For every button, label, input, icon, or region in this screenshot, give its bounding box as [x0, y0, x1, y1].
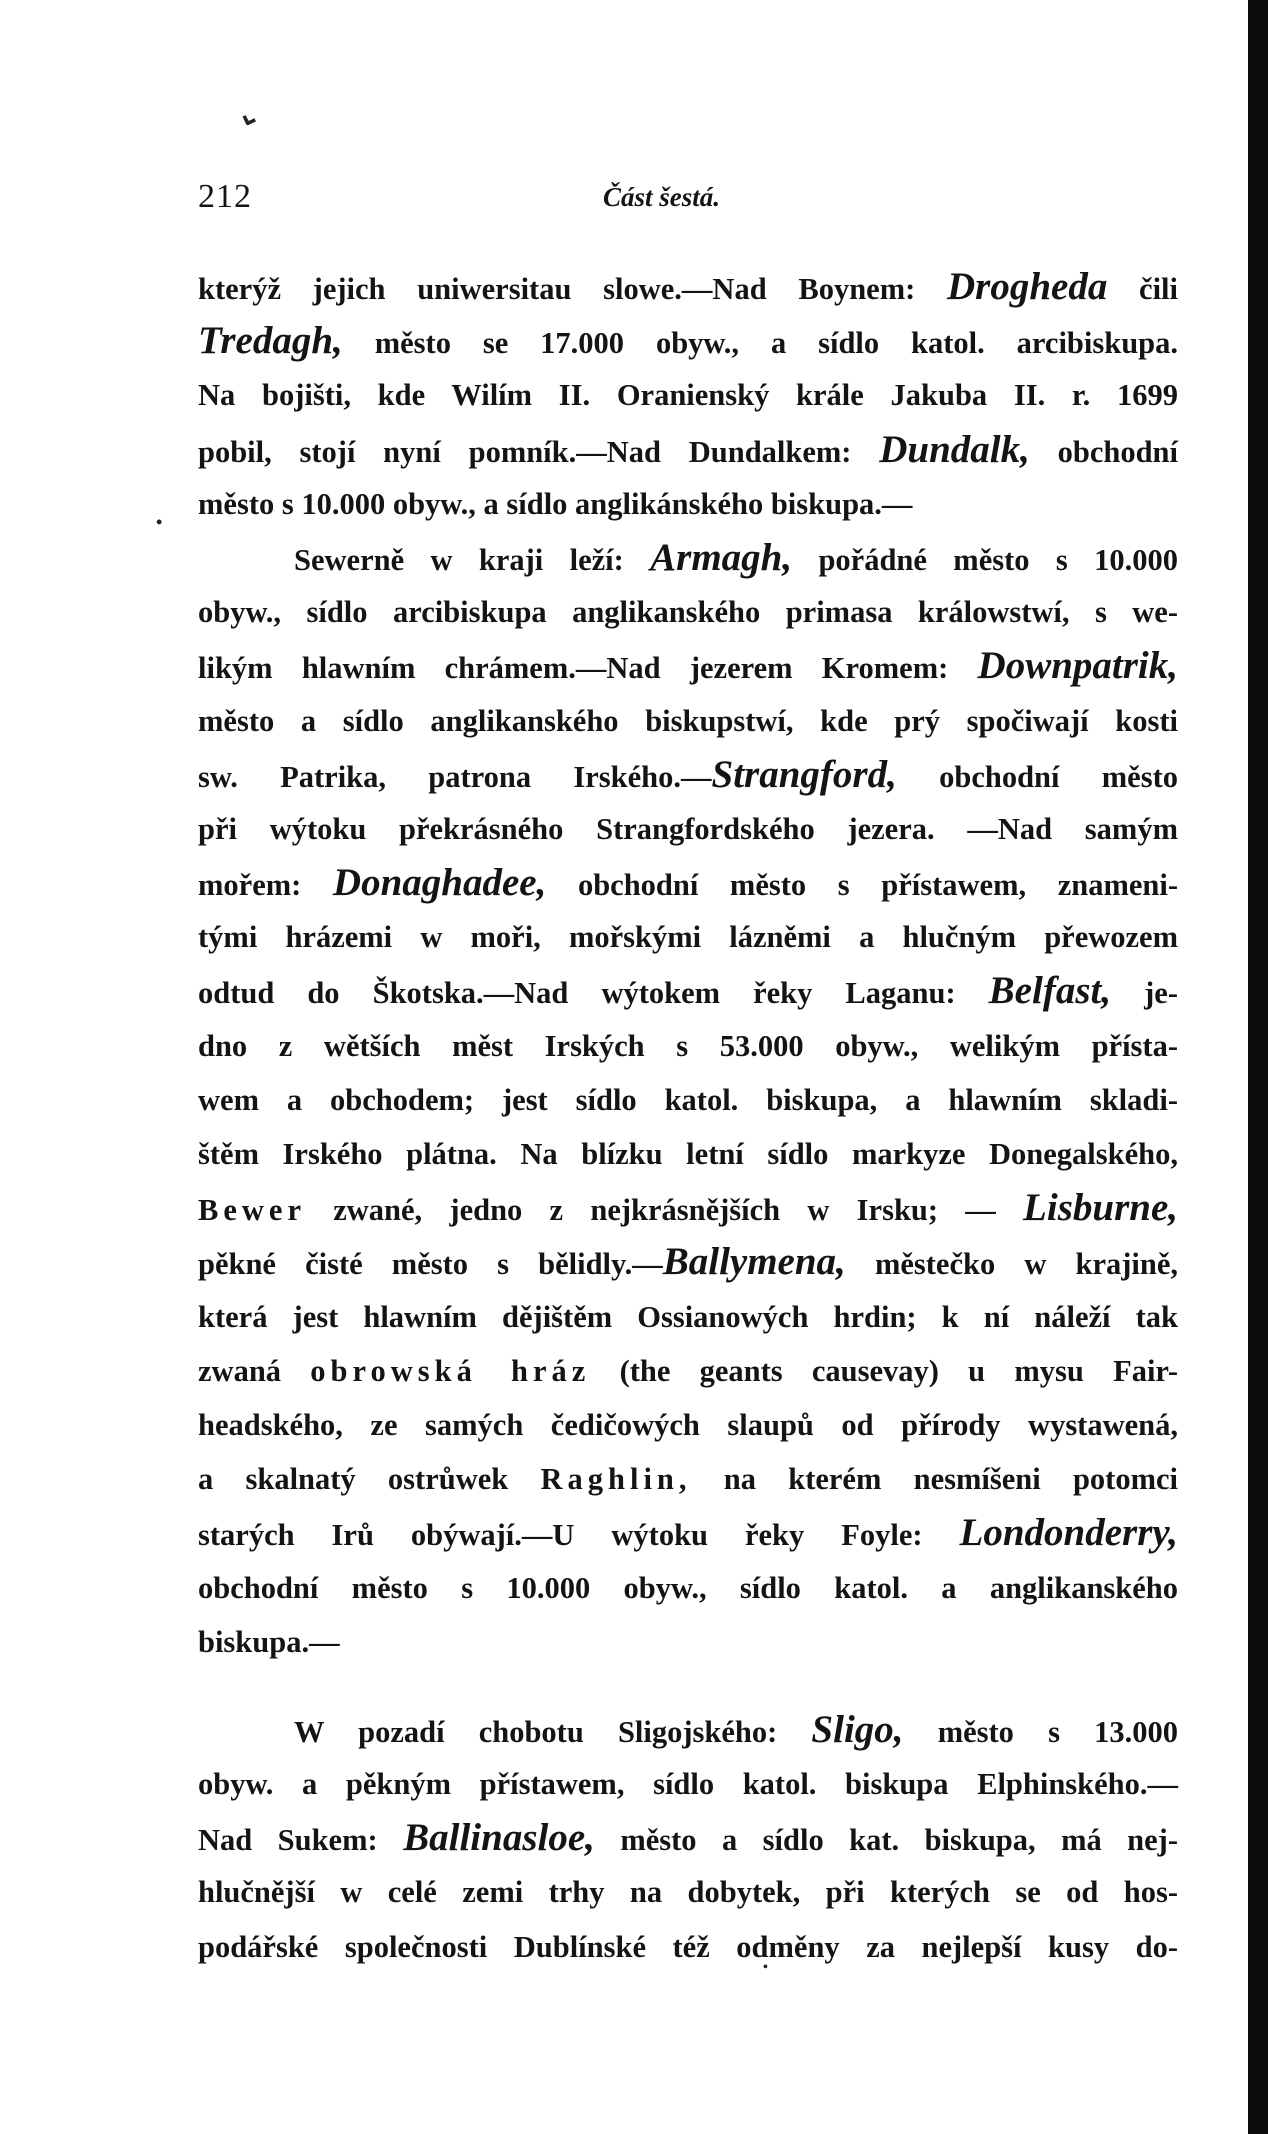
text-line	[198, 477, 1178, 531]
text-run: (the geants causevay) u mysu Fair-	[590, 1353, 1178, 1388]
text-run: obyw., sídlo arcibiskupa anglikanského primasa králowstwí, s we-	[198, 595, 1178, 630]
text-run: město s 13.000	[903, 1714, 1178, 1749]
text-run: při wýtoku překrásného Strangfordského jezera. —Nad samým	[198, 811, 1178, 846]
text-run: hlučnější w celé zemi trhy na dobytek, při kterých se od hos-	[198, 1875, 1178, 1910]
text-run: Sewerně w kraji leží:	[294, 542, 651, 577]
text-run: mořem:	[198, 868, 333, 903]
text-run: městečko w krajině,	[845, 1247, 1178, 1282]
text-line	[198, 1235, 1178, 1289]
text-line	[198, 910, 1178, 964]
text-line	[198, 1506, 1178, 1560]
text-line	[198, 423, 1178, 477]
text-run: zwané, jedno z nejkrásnějších w Irsku; —	[305, 1193, 1024, 1228]
place-name: Ballinasloe,	[403, 1816, 595, 1860]
text-run: město a sídlo kat. biskupa, má nej-	[594, 1823, 1178, 1858]
text-run: dno z wětších měst Irských s 53.000 obyw., welikým přísta-	[198, 1028, 1178, 1063]
text-line	[198, 748, 1178, 802]
text-line	[198, 1181, 1178, 1235]
text-run: obchodní město s 10.000 obyw., sídlo katol. a anglikanského	[198, 1570, 1178, 1605]
text-line	[198, 260, 1178, 314]
text-run: zwaná	[198, 1353, 311, 1388]
text-run: obchodní město s přístawem, znameni-	[546, 868, 1179, 903]
text-run: Nad Sukem:	[198, 1823, 404, 1858]
place-name: Strangford,	[711, 752, 897, 796]
text-line	[198, 1865, 1178, 1919]
text-line	[198, 1398, 1178, 1452]
page-number: 212	[198, 178, 252, 215]
scan-edge	[1248, 0, 1268, 2134]
text-line	[198, 1344, 1178, 1398]
text-run: na kterém nesmíšeni potomci	[691, 1462, 1178, 1497]
text-line	[198, 639, 1178, 693]
text-run: starých Irů obýwají.—U wýtoku řeky Foyle:	[198, 1518, 960, 1553]
text-line	[198, 856, 1178, 910]
text-line	[198, 1073, 1178, 1127]
text-run: štěm Irského plátna. Na blízku letní sídlo markyze Donegalského,	[198, 1137, 1178, 1171]
text-line	[198, 531, 1178, 585]
text-run: a skalnatý ostrůwek	[198, 1462, 541, 1497]
bottom-speck: •	[763, 1960, 768, 1975]
text-line	[198, 1703, 1178, 1757]
text-line	[198, 1127, 1178, 1181]
text-run: podářské společnosti Dublínské též odměny za nejlepší kusy do-	[198, 1929, 1178, 1964]
running-head	[198, 178, 1178, 232]
text-run: W pozadí chobotu Sligojského:	[294, 1714, 812, 1749]
spaced-term: obrowská hráz	[310, 1353, 591, 1388]
spaced-term: Raghlin,	[540, 1462, 692, 1497]
text-run: odtud do Škotska.—Nad wýtokem řeky Laganu:	[198, 976, 989, 1011]
text-line	[198, 585, 1178, 639]
text-line	[198, 1757, 1178, 1811]
place-name: Londonderry,	[959, 1511, 1178, 1555]
text-run: pobil, stojí nyní pomník.—Nad Dundalkem:	[198, 434, 880, 469]
text-run: čili	[1107, 272, 1178, 306]
text-line	[198, 802, 1178, 856]
margin-dot: •	[156, 512, 163, 532]
place-name: Dundalk,	[879, 427, 1030, 471]
text-run: sw. Patrika, patrona Irského.—	[198, 759, 712, 794]
stray-mark: ⌄	[233, 95, 269, 136]
text-run: obchodní	[1029, 434, 1178, 469]
body-text	[198, 260, 1178, 1974]
text-line	[198, 1290, 1178, 1344]
place-name: Drogheda	[946, 265, 1108, 308]
text-line	[198, 314, 1178, 368]
text-run: pořádné město s 10.000	[792, 542, 1178, 577]
text-run: město se 17.000 obyw., a sídlo katol. arcibiskupa.	[342, 326, 1178, 361]
text-run: obyw. a pěkným přístawem, sídlo katol. biskupa Elphinského.—	[198, 1767, 1178, 1802]
text-run: která jest hlawním dějištěm Ossianowých hrdin; k ní náleží tak	[198, 1299, 1178, 1334]
text-line	[198, 1811, 1178, 1865]
place-name: Ballymena,	[662, 1240, 846, 1284]
place-name: Lisburne,	[1023, 1186, 1178, 1230]
text-line	[198, 694, 1178, 748]
spaced-term: Bewer	[198, 1193, 306, 1228]
place-name: Donaghadee,	[332, 861, 547, 905]
text-line	[198, 1452, 1178, 1506]
text-run: pěkné čisté město s bělidly.—	[198, 1247, 663, 1282]
paragraph-gap	[198, 1669, 1178, 1703]
place-name: Downpatrik,	[977, 644, 1178, 688]
text-run: město s 10.000 obyw., a sídlo anglikánského biskupa.—	[198, 486, 913, 521]
place-name: Armagh,	[650, 535, 793, 579]
text-line	[198, 964, 1178, 1018]
text-run: biskupa.—	[198, 1624, 340, 1659]
text-run: likým hlawním chrámem.—Nad jezerem Kromem:	[198, 651, 978, 686]
text-run: Na bojišti, kde Wilím II. Oranienský krále Jakuba II. r. 1699	[198, 378, 1178, 413]
text-run: wem a obchodem; jest sídlo katol. biskupa, a hlawním skladi-	[198, 1082, 1178, 1117]
text-run: je-	[1111, 976, 1178, 1011]
text-line	[198, 1561, 1178, 1615]
text-run: tými hrázemi w moři, mořskými lázněmi a hlučným přewozem	[198, 920, 1178, 955]
text-line	[198, 1019, 1178, 1073]
text-line	[198, 1920, 1178, 1974]
place-name: Sligo,	[811, 1707, 904, 1751]
running-title: Část šestá.	[603, 182, 721, 212]
text-run: kterýž jejich uniwersitau slowe.—Nad Boynem:	[198, 272, 947, 306]
text-run: headského, ze samých čedičowých slaupů od přírody wystawená,	[198, 1407, 1178, 1442]
text-run: obchodní město	[896, 759, 1179, 794]
place-name: Belfast,	[988, 969, 1112, 1013]
place-name: Tredagh,	[198, 319, 343, 363]
text-line	[198, 1615, 1178, 1669]
text-run: město a sídlo anglikanského biskupstwí, kde prý spočiwají kosti	[198, 703, 1178, 738]
text-line	[198, 368, 1178, 422]
